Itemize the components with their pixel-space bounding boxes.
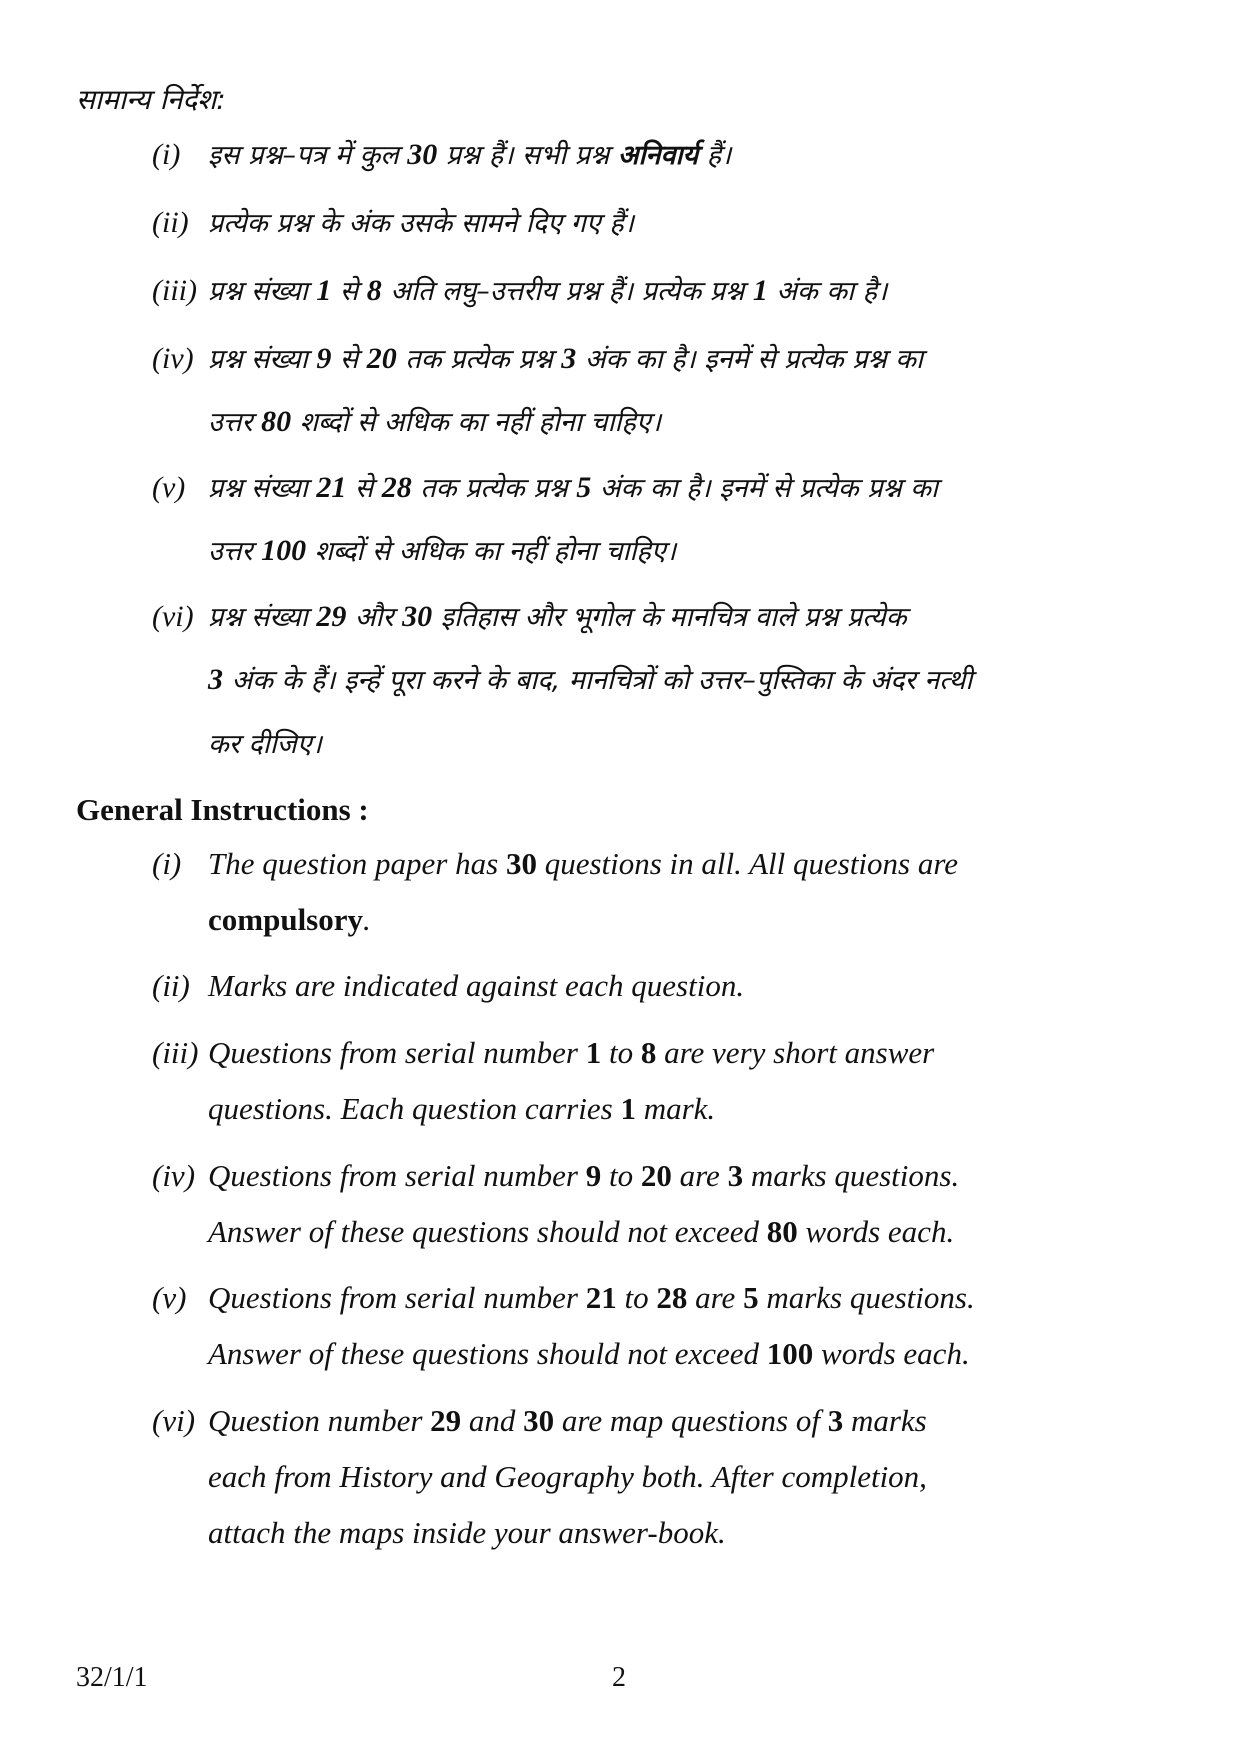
hindi-item-3: (iii) प्रश्न संख्या 1 से 8 अति लघु–उत्तरीय प्रश्न हैं। प्रत्येक प्रश्न 1 अंक का है। bbox=[152, 274, 888, 307]
hindi-item-1: (i) इस प्रश्न–पत्र में कुल 30 प्रश्न हैं। सभी प्रश्न अनिवार्य हैं। bbox=[152, 138, 732, 171]
hindi-item-4-line2: उत्तर 80 शब्दों से अधिक का नहीं होना चाहिए। bbox=[208, 405, 662, 438]
english-item-6: (vi) Question number 29 and 30 are map questions of 3 marks bbox=[152, 1403, 927, 1438]
hindi-item-6-line2: 3 अंक के हैं। इन्हें पूरा करने के बाद, मानचित्रों को उत्तर–पुस्तिका के अंदर नत्थी bbox=[208, 663, 973, 696]
hindi-item-6-line3: कर दीजिए। bbox=[208, 729, 322, 760]
hindi-item-6: (vi) प्रश्न संख्या 29 और 30 इतिहास और भूगोल के मानचित्र वाले प्रश्न प्रत्येक bbox=[152, 600, 907, 633]
paper-code: 32/1/1 bbox=[76, 1662, 148, 1693]
english-item-6-line3: attach the maps inside your answer-book. bbox=[208, 1515, 726, 1550]
english-item-6-line2: each from History and Geography both. After completion, bbox=[208, 1459, 927, 1494]
english-item-4-line2: Answer of these questions should not exceed 80 words each. bbox=[208, 1214, 955, 1249]
hindi-item-4: (iv) प्रश्न संख्या 9 से 20 तक प्रत्येक प्रश्न 3 अंक का है। इनमें से प्रत्येक प्रश्न का bbox=[152, 342, 923, 375]
hindi-item-5-line2: उत्तर 100 शब्दों से अधिक का नहीं होना चाहिए। bbox=[208, 534, 677, 567]
english-item-5-line2: Answer of these questions should not exceed 100 words each. bbox=[208, 1336, 970, 1371]
english-item-1: (i) The question paper has 30 questions in all. All questions are bbox=[152, 846, 959, 881]
english-item-3: (iii) Questions from serial number 1 to 8 are very short answer bbox=[152, 1035, 935, 1070]
hindi-item-5: (v) प्रश्न संख्या 21 से 28 तक प्रत्येक प्रश्न 5 अंक का है। इनमें से प्रत्येक प्रश्न का bbox=[152, 471, 938, 504]
english-item-4: (iv) Questions from serial number 9 to 20 are 3 marks questions. bbox=[152, 1158, 960, 1193]
english-heading: General Instructions : bbox=[76, 792, 369, 827]
hindi-item-2: (ii) प्रत्येक प्रश्न के अंक उसके सामने दिए गए हैं। bbox=[152, 206, 634, 239]
hindi-heading: सामान्य निर्देश: bbox=[76, 83, 226, 116]
page-number: 2 bbox=[612, 1662, 626, 1693]
english-item-3-line2: questions. Each question carries 1 mark. bbox=[208, 1091, 716, 1126]
english-item-2: (ii) Marks are indicated against each question. bbox=[152, 968, 745, 1003]
english-item-5: (v) Questions from serial number 21 to 28 are 5 marks questions. bbox=[152, 1280, 975, 1315]
english-item-1-line2: compulsory. bbox=[208, 902, 371, 937]
